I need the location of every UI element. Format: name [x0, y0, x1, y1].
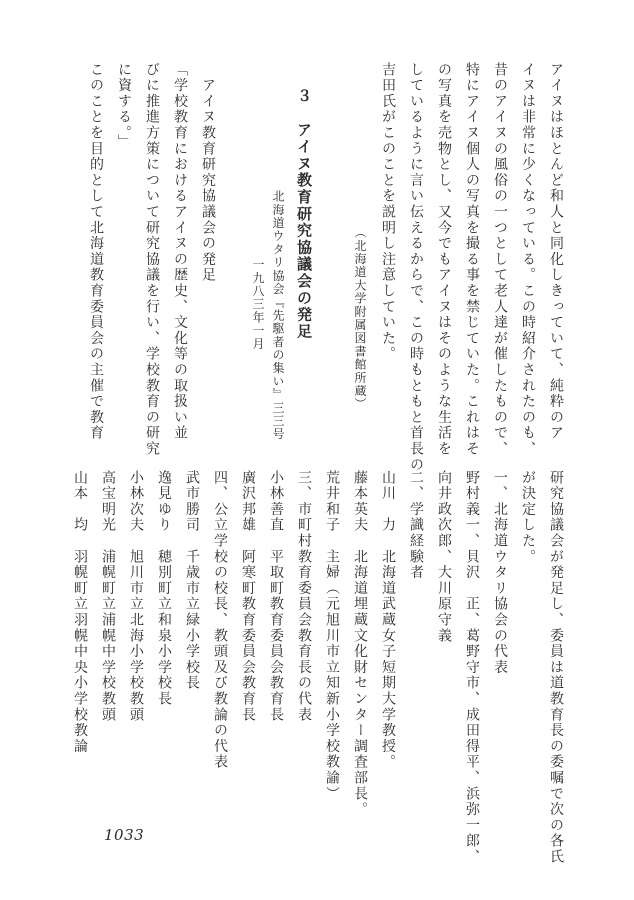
upper-para1-line-6: しているように言い伝えるからで、この時もともと首長の [408, 62, 424, 473]
upper-para2-line-2: 「学校教育におけるアイヌの歴史、文化等の取扱い並 [172, 62, 188, 442]
source-citation-date: 一九八三年一月 [251, 258, 265, 351]
upper-para2-line-1: アイヌ教育研究協議会の発足 [200, 62, 216, 284]
lower-line-4: 野村義一、貝沢 正、葛野守市、成田得平、浜弥一郎、 [464, 470, 480, 865]
lower-line-7: 山川 力 北海道武蔵女子短期大学教授。 [380, 470, 396, 771]
upper-para1-line-1: アイヌはほとんど和人と同化しきっていて、純粋のア [548, 62, 564, 442]
lower-line-12: 廣沢邦雄 阿寒町教育委員会教育長 [240, 470, 256, 723]
upper-para1-line-3: 昔のアイヌの風俗の一つとして老人達が催したもので、 [492, 62, 508, 457]
page-number: 1033 [104, 826, 145, 844]
lower-line-13: 四、公立学校の校長、教頭及び教論の代表 [212, 470, 228, 771]
lower-line-3: 一、北海道ウタリ協会の代表 [492, 470, 508, 676]
lower-line-6: 二、学識経験者 [408, 470, 424, 581]
lower-line-11: 小林善直 平取町教育委員会教育長 [268, 470, 284, 723]
lower-line-9: 荒井和子 主婦（元旭川市立知新小学校教諭） [324, 470, 340, 802]
lower-line-10: 三、市町村教育委員会教育長の代表 [296, 470, 312, 723]
upper-para2-line-3: びに推進方策について研究協議を行い、学校教育の研究 [144, 62, 160, 457]
lower-line-15: 逸見ゆり 穂別町立和泉小学校長 [156, 470, 172, 707]
lower-line-17: 高宝明光 浦幌町立浦幌中学校教頭 [100, 470, 116, 723]
lower-line-14: 武市勝司 千歳市立緑小学校長 [184, 470, 200, 692]
lower-line-5: 向井政次郎、大川原守義 [436, 470, 452, 644]
upper-para2-line-5: このことを目的として北海道教育委員会の主催で教育 [88, 62, 104, 442]
lower-line-18: 山本 均 羽幌町立羽幌中央小学校教論 [72, 470, 88, 755]
upper-para1-line-5: の写真を売物とし、又今でもアイヌはそのような生活を [436, 62, 452, 457]
lower-line-1: 研究協議会が発足し、委員は道教育長の委嘱で次の各氏 [548, 470, 564, 865]
photo-source-caption: （北海道大学附属図書館所蔵） [353, 226, 367, 411]
lower-line-8: 藤本英夫 北海道埋蔵文化財センター調査部長。 [352, 470, 368, 818]
upper-para1-line-2: イヌは非常に少くなっている。この時紹介されたのも、 [520, 62, 536, 457]
upper-para2-line-4: に資する。」 [116, 62, 132, 150]
lower-line-16: 小林次夫 旭川市立北海小学校教頭 [128, 470, 144, 723]
upper-para1-line-4: 特にアイヌ個人の写真を撮る事を禁じていた。これはそ [464, 62, 480, 457]
upper-para1-line-7: 吉田氏がこのことを説明し注意していた。 [380, 62, 396, 363]
section-heading: ３ アイヌ教育研究協議会の発足 [295, 88, 313, 340]
lower-line-2: が決定した。 [520, 470, 536, 565]
source-citation: 北海道ウタリ協会『先駆者の集い』三三号 [271, 190, 285, 441]
